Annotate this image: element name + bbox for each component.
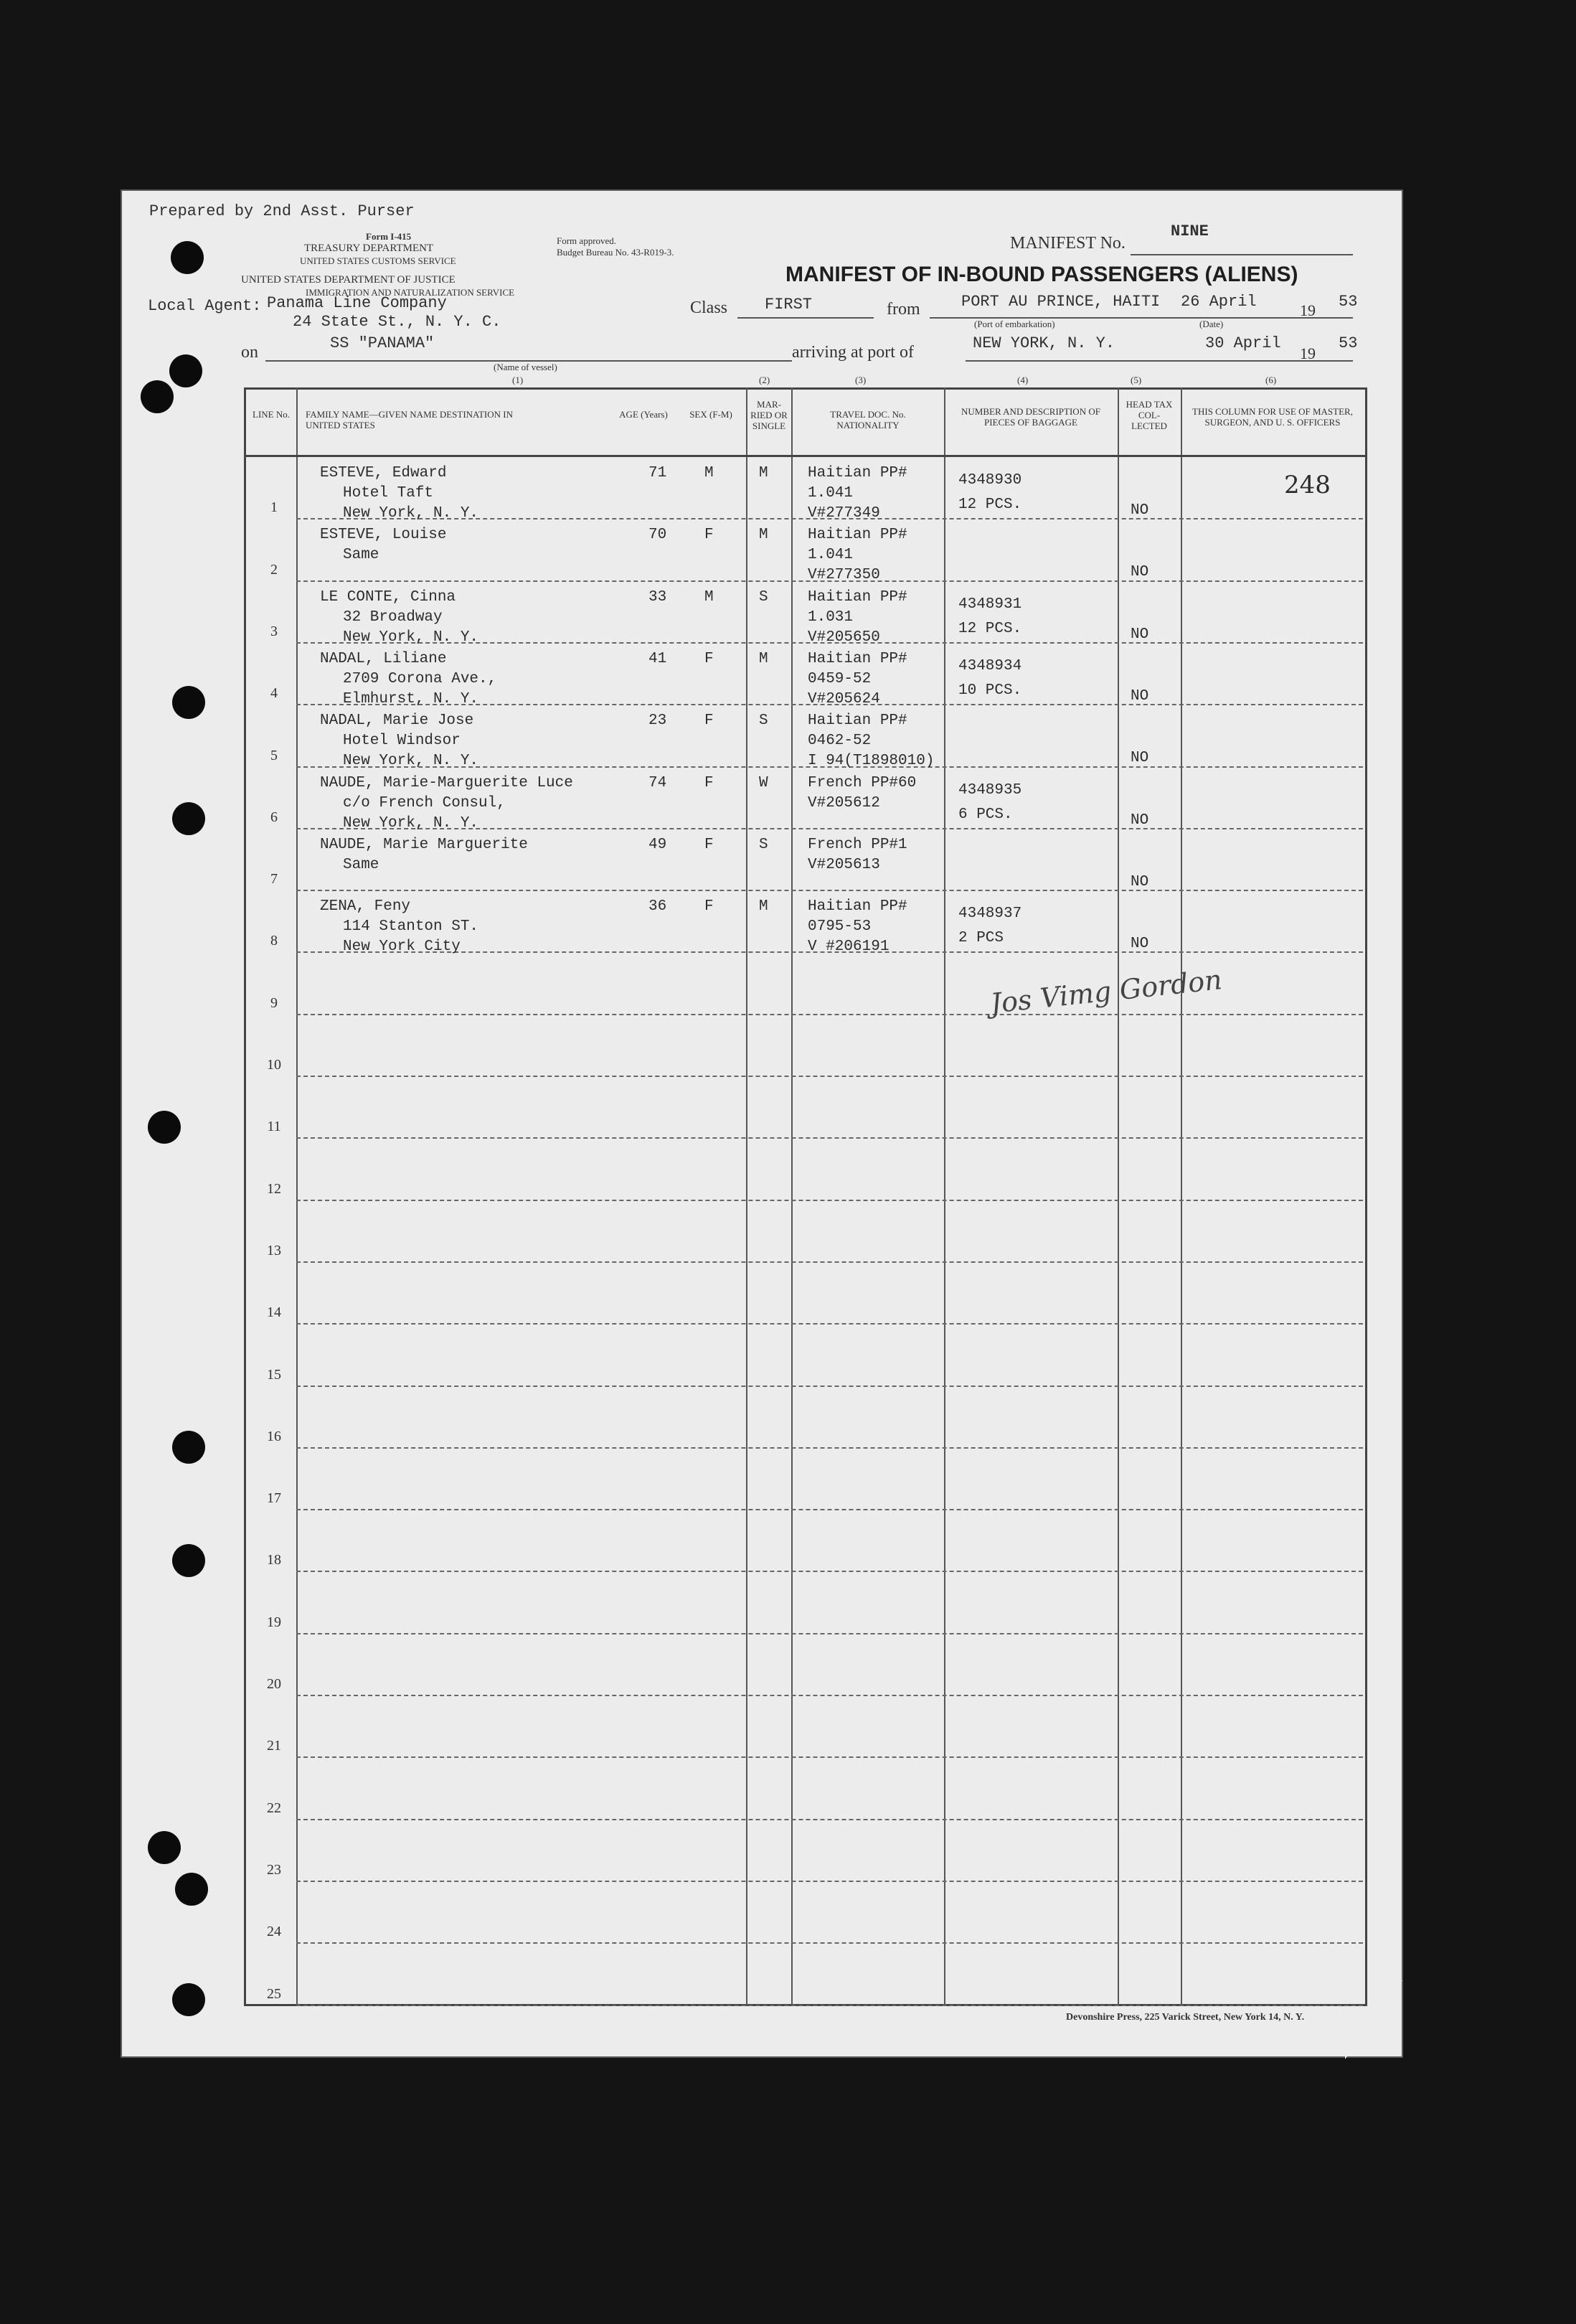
punch-hole: [141, 380, 174, 413]
table-row-rule: [296, 1509, 1363, 1510]
col-number: (6): [1265, 375, 1277, 385]
vessel-name: SS "PANAMA": [330, 334, 435, 352]
table-row-rule: [296, 2005, 1363, 2006]
passenger-age: 33: [648, 588, 667, 606]
baggage-line: 4348934: [958, 657, 1022, 674]
line-number: 7: [270, 871, 278, 888]
passenger-name-line: Elmhurst, N. Y.: [343, 690, 479, 707]
col-header-age: AGE (Years): [619, 409, 668, 420]
col-header-travel-doc: TRAVEL DOC. No. NATIONALITY: [830, 409, 906, 431]
table-row-rule: [296, 1200, 1363, 1201]
passenger-name-line: Hotel Windsor: [343, 733, 461, 750]
officer-note: 248: [1284, 471, 1331, 499]
travel-doc-line: V #206191: [808, 938, 890, 956]
line-number: 24: [267, 1924, 281, 1940]
local-agent-address: 24 State St., N. Y. C.: [293, 313, 501, 331]
col-header-baggage: NUMBER AND DESCRIPTION OF PIECES OF BAGGAGE: [961, 406, 1100, 428]
punch-hole: [175, 1873, 208, 1906]
passenger-marital-status: M: [759, 898, 768, 916]
arrival-year: 53: [1339, 334, 1358, 352]
travel-doc-line: Haitian PP#: [808, 712, 907, 730]
head-tax: NO: [1131, 626, 1149, 643]
punch-hole: [169, 354, 202, 387]
passenger-sex: F: [704, 527, 714, 544]
travel-doc-line: Haitian PP#: [808, 588, 907, 606]
travel-doc-line: V#205624: [808, 690, 880, 707]
passenger-sex: F: [704, 898, 714, 916]
budget-bureau: Budget Bureau No. 43-R019-3.: [557, 247, 674, 258]
travel-doc-line: 0459-52: [808, 670, 872, 687]
from-port: PORT AU PRINCE, HAITI: [961, 293, 1161, 311]
passenger-marital-status: S: [759, 588, 768, 606]
table-row-rule: [296, 1323, 1363, 1325]
passenger-name-line: NAUDE, Marie Marguerite: [320, 836, 528, 853]
line-number: 17: [267, 1490, 281, 1507]
local-agent-label: Local Agent:: [148, 297, 262, 315]
manifest-no-underline: [1131, 254, 1353, 255]
travel-doc-line: 1.031: [808, 608, 854, 626]
on-label: on: [241, 343, 258, 362]
travel-doc-line: I 94(T1898010): [808, 753, 935, 770]
passenger-name-line: New York, N. Y.: [343, 629, 479, 646]
col-number: (4): [1017, 375, 1029, 385]
arrival-port: NEW YORK, N. Y.: [973, 334, 1115, 352]
passenger-sex: M: [704, 588, 714, 606]
head-tax: NO: [1131, 873, 1149, 890]
col-number: (2): [759, 375, 770, 385]
baggage-line: 4348931: [958, 596, 1022, 613]
passenger-name-line: 2709 Corona Ave.,: [343, 670, 497, 687]
table-row-rule: [296, 1076, 1363, 1077]
passenger-name-line: Same: [343, 856, 379, 873]
travel-doc-line: French PP#60: [808, 774, 917, 791]
local-agent-name: Panama Line Company: [267, 294, 447, 312]
baggage-line: 12 PCS.: [958, 497, 1022, 513]
passenger-age: 41: [648, 650, 667, 667]
travel-doc-line: 0795-53: [808, 918, 872, 936]
line-number: 18: [267, 1552, 281, 1568]
head-tax: NO: [1131, 687, 1149, 705]
punch-hole: [148, 1111, 181, 1144]
col-divider: [944, 387, 945, 2006]
table-row-rule: [296, 890, 1363, 891]
line-number: 22: [267, 1800, 281, 1816]
col-header-line-no: LINE No.: [253, 409, 290, 420]
punch-hole: [172, 802, 205, 835]
justice-label: UNITED STATES DEPARTMENT OF JUSTICE: [241, 274, 456, 286]
line-number: 16: [267, 1428, 281, 1444]
depart-date: 26 April: [1181, 293, 1257, 311]
passenger-name-line: New York City: [343, 938, 461, 956]
passenger-marital-status: S: [759, 836, 768, 853]
passenger-name-line: Hotel Taft: [343, 485, 434, 502]
immigration-label: IMMIGRATION AND NATURALIZATION SERVICE: [306, 287, 515, 298]
passenger-age: 49: [648, 836, 667, 853]
table-row-rule: [296, 1571, 1363, 1572]
col-header-officers: THIS COLUMN FOR USE OF MASTER, SURGEON, AND U. S. OFFICERS: [1192, 406, 1353, 428]
passenger-marital-status: W: [759, 774, 768, 791]
line-number: 21: [267, 1738, 281, 1754]
passenger-name-line: New York, N. Y.: [343, 814, 479, 832]
passenger-name-line: New York, N. Y.: [343, 505, 479, 522]
line-number: 3: [270, 623, 278, 639]
arrival-date: 30 April: [1205, 334, 1281, 352]
line-number: 5: [270, 747, 278, 763]
baggage-line: 12 PCS.: [958, 620, 1022, 637]
punch-hole: [172, 686, 205, 719]
baggage-line: 10 PCS.: [958, 682, 1022, 699]
line-number: 13: [267, 1242, 281, 1259]
head-tax: NO: [1131, 502, 1149, 519]
travel-doc-line: V#205650: [808, 629, 880, 646]
travel-doc-line: French PP#1: [808, 836, 907, 853]
line-number: 10: [267, 1057, 281, 1073]
from-label: from: [887, 300, 920, 319]
baggage-line: 2 PCS: [958, 930, 1004, 947]
passenger-name-line: NAUDE, Marie-Marguerite Luce: [320, 774, 573, 791]
line-number: 4: [270, 685, 278, 702]
passenger-age: 36: [648, 898, 667, 916]
baggage-line: 4348930: [958, 472, 1022, 489]
passenger-name-line: 114 Stanton ST.: [343, 918, 479, 936]
punch-hole: [172, 1544, 205, 1577]
punch-hole: [171, 241, 204, 274]
col-number: (3): [855, 375, 867, 385]
baggage-line: 4348937: [958, 905, 1022, 923]
manifest-no: NINE: [1171, 222, 1209, 240]
printer-footer: Devonshire Press, 225 Varick Street, New York 14, N. Y.: [1066, 2012, 1305, 2023]
passenger-sex: F: [704, 712, 714, 730]
baggage-line: 6 PCS.: [958, 806, 1013, 823]
passenger-sex: M: [704, 465, 714, 481]
head-tax: NO: [1131, 750, 1149, 767]
travel-doc-line: Haitian PP#: [808, 898, 907, 916]
col-header-head-tax: HEAD TAX COL-LECTED: [1126, 399, 1173, 431]
line-number: 19: [267, 1614, 281, 1630]
arriving-label: arriving at port of: [792, 343, 914, 362]
line-number: 6: [270, 809, 278, 825]
line-number: 12: [267, 1180, 281, 1197]
col-divider: [1118, 387, 1119, 2006]
line-number: 1: [270, 499, 278, 516]
table-row-rule: [296, 1014, 1363, 1015]
table-row-rule: [296, 1819, 1363, 1820]
passenger-name-line: NADAL, Marie Jose: [320, 712, 474, 730]
passenger-name-line: LE CONTE, Cinna: [320, 588, 456, 606]
passenger-age: 70: [648, 527, 667, 544]
form-number: Form I-415: [366, 231, 412, 242]
line-number: 25: [267, 1985, 281, 2002]
head-tax: NO: [1131, 811, 1149, 829]
line-number: 14: [267, 1304, 281, 1321]
passenger-marital-status: M: [759, 465, 768, 481]
passenger-age: 74: [648, 774, 667, 791]
table-row-rule: [296, 1261, 1363, 1263]
table-row-rule: [296, 1881, 1363, 1882]
passenger-marital-status: S: [759, 712, 768, 730]
col-divider: [296, 387, 298, 2006]
col-header-name: FAMILY NAME—GIVEN NAME DESTINATION IN UNITED STATES: [306, 409, 514, 431]
arrival-year-prefix: 19: [1300, 344, 1316, 362]
col-divider: [791, 387, 793, 2006]
depart-year-prefix: 19: [1300, 301, 1316, 319]
port-embarkation-label: (Port of embarkation): [974, 319, 1055, 329]
manifest-no-label: MANIFEST No.: [1010, 234, 1126, 253]
table-row-rule: [296, 1386, 1363, 1387]
table-row-rule: [296, 1695, 1363, 1696]
date-label: (Date): [1199, 319, 1224, 329]
form-approved: Form approved.: [557, 235, 617, 246]
line-number: 23: [267, 1861, 281, 1878]
depart-year: 53: [1339, 293, 1358, 311]
col-number: (5): [1131, 375, 1142, 385]
travel-doc-line: V#277349: [808, 505, 880, 522]
passenger-age: 23: [648, 712, 667, 730]
header-bottom-rule: [244, 455, 1365, 457]
line-number: 20: [267, 1676, 281, 1692]
col-header-married: MAR-RIED OR SINGLE: [750, 399, 788, 431]
class-label: Class: [690, 298, 728, 317]
col-divider: [746, 387, 747, 2006]
table-row-rule: [296, 1447, 1363, 1449]
treasury-label: TREASURY DEPARTMENT: [304, 243, 434, 254]
head-tax: NO: [1131, 936, 1149, 953]
passenger-name-line: Same: [343, 547, 379, 564]
passenger-marital-status: M: [759, 527, 768, 544]
punch-hole: [172, 1983, 205, 2016]
passenger-name-line: New York, N. Y.: [343, 753, 479, 770]
prepared-by: Prepared by 2nd Asst. Purser: [149, 202, 415, 220]
passenger-age: 71: [648, 465, 667, 481]
col-number: (1): [512, 375, 524, 385]
travel-doc-line: Haitian PP#: [808, 527, 907, 544]
line-number: 11: [267, 1119, 281, 1135]
travel-doc-line: 0462-52: [808, 733, 872, 750]
passenger-sex: F: [704, 836, 714, 853]
passenger-name-line: ESTEVE, Louise: [320, 527, 447, 544]
passenger-sex: F: [704, 650, 714, 667]
passenger-name-line: NADAL, Liliane: [320, 650, 447, 667]
travel-doc-line: 1.041: [808, 547, 854, 564]
travel-doc-line: Haitian PP#: [808, 650, 907, 667]
passenger-marital-status: M: [759, 650, 768, 667]
table-row-rule: [296, 1633, 1363, 1634]
vessel-label: (Name of vessel): [494, 362, 557, 372]
punch-hole: [172, 1431, 205, 1464]
table-row-rule: [296, 1756, 1363, 1758]
inspector-signature: Jos Vimg Gordon: [988, 964, 1224, 1020]
punch-hole: [148, 1831, 181, 1864]
arrival-underline: [966, 360, 1353, 362]
travel-doc-line: V#205612: [808, 794, 880, 811]
travel-doc-line: V#277350: [808, 567, 880, 584]
col-divider: [1181, 387, 1182, 2006]
travel-doc-line: V#205613: [808, 856, 880, 873]
table-row-rule: [296, 1137, 1363, 1139]
travel-doc-line: Haitian PP#: [808, 465, 907, 481]
passenger-name-line: 32 Broadway: [343, 608, 443, 626]
line-number: 9: [270, 994, 278, 1011]
passenger-name-line: ESTEVE, Edward: [320, 465, 447, 481]
class-value: FIRST: [765, 296, 813, 314]
line-number: 2: [270, 561, 278, 578]
passenger-name-line: ZENA, Feny: [320, 898, 411, 916]
manifest-title: MANIFEST OF IN-BOUND PASSENGERS (ALIENS): [785, 263, 1298, 286]
class-underline: [737, 317, 874, 319]
line-number: 15: [267, 1366, 281, 1383]
customs-label: UNITED STATES CUSTOMS SERVICE: [300, 255, 456, 266]
passenger-name-line: c/o French Consul,: [343, 794, 506, 811]
line-number: 8: [270, 933, 278, 949]
col-header-sex: SEX (F-M): [689, 409, 732, 420]
travel-doc-line: 1.041: [808, 485, 854, 502]
table-row-rule: [296, 1942, 1363, 1944]
passenger-sex: F: [704, 774, 714, 791]
baggage-line: 4348935: [958, 781, 1022, 799]
head-tax: NO: [1131, 564, 1149, 581]
